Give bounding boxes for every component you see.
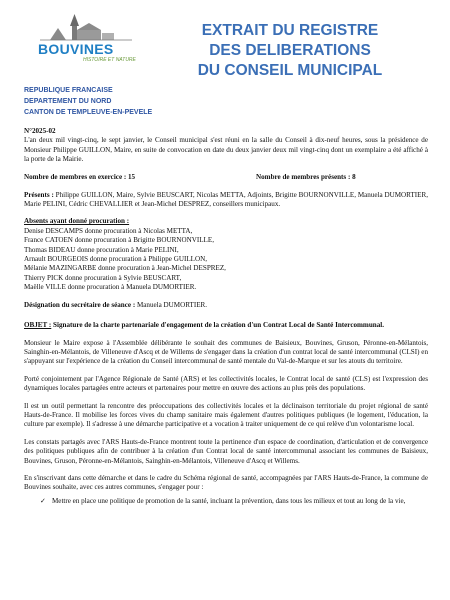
meeting-intro: L'an deux mil vingt-cinq, le sept janvier, le Conseil municipal s'est réuni en la salle du Conseil à dix-neuf heures, sous la présidence de Monsieur Philippe GUILLON, Maire, en suite de convocation en date du deux janvier deux mil vingt-cinq dont un exemplaire a été affiché à la porte de la Mairie. <box>24 136 428 164</box>
member-counts <box>24 173 428 183</box>
deliberation-number: N°2025-02 <box>24 127 56 135</box>
present-label: Présents : <box>24 190 54 199</box>
admin-line-republic: REPUBLIQUE FRANCAISE <box>24 87 113 94</box>
secretary-label: Désignation du secrétaire de séance : <box>24 300 136 309</box>
paragraph: Il est un outil permettant la rencontre des préoccupations des collectivités locales et la déclinaison territoriale du projet régional de santé Hauts-de-France. Il mobilise les forces vives du champ sanitaire mais également d'autres politiques publiques (le logement, l'éducation, la culture par exemple). Il s'adresse à une démarche participative et a vocation à traiter uniquement de ce qui relève d'un volontarisme local. <box>24 401 428 429</box>
title-line: DU CONSEIL MUNICIPAL <box>197 62 383 79</box>
commitment-list <box>24 497 428 506</box>
present-members <box>24 191 428 210</box>
present-list: Philippe GUILLON, Maire, Sylvie BEUSCART, Nicolas METTA, Adjoints, Brigitte BOURNONVILLE, Manuela DUMORTIER, Marie PELINI, Cédric CHEVALLIER et Jean-Michel DESPREZ, conseillers municipaux. <box>24 190 428 209</box>
object-label: OBJET : <box>24 321 52 330</box>
deliberation-body <box>24 127 428 506</box>
list-item <box>42 497 428 506</box>
absent-label: Absents ayant donné procuration : <box>24 217 130 226</box>
paragraph: Les constats partagés avec l'ARS Hauts-de-France montrent toute la pertinence d'un espace de coordination, d'articulation et de convergence des politiques publiques afin de contribuer à la création d'un Contrat local de santé intercommunal associant les communes de Baisieux, Bouvines, Gruson, Péronne-en-Mélantois, Sainghin-en-Mélantois, Villeneuve d'Ascq et Willems. <box>24 437 428 465</box>
bouvines-logo <box>36 14 136 74</box>
logo-tagline: HISTOIRE ET NATURE <box>83 57 136 63</box>
administrative-header <box>24 85 152 118</box>
proxy-item: Thierry PICK donne procuration à Sylvie BEUSCART, <box>24 273 182 282</box>
proxy-item: Arnault BOURGEOIS donne procuration à Philippe GUILLON, <box>24 255 208 264</box>
proxy-item: Maëlle VILLE donne procuration à Manuela DUMORTIER. <box>24 283 197 292</box>
logo-name: BOUVINES <box>38 41 114 57</box>
paragraph: Monsieur le Maire expose à l'Assemblée délibérante le souhait des communes de Baisieux, Bouvines, Gruson, Péronne-en-Mélantois, Sainghin-en-Mélantois, de Villeneuve d'Ascq et de Willems de s'engager dans la création d'un contrat local de santé intercommunal (CLSI) en s'appuyant sur l'expérience de la création du Conseil intercommunal de santé mentale du Val-de-Marque et sur les atouts du territoire. <box>24 338 428 366</box>
members-in-office: Nombre de membres en exercice : 15 <box>24 172 136 181</box>
proxy-item: Thomas BIDEAU donne procuration à Marie PELINI, <box>24 245 179 254</box>
secretary-name: Manuela DUMORTIER. <box>135 300 208 309</box>
paragraph: En s'inscrivant dans cette démarche et dans le cadre du Schéma régional de santé, accompagnées par l'ARS Hauts-de-France, la commune de Bouvines souhaite, avec ces autres communes, s'engager pour : <box>24 473 428 492</box>
members-present: Nombre de membres présents : 8 <box>256 172 356 181</box>
object-text: Signature de la charte partenariale d'engagement de la création d'un Contrat Local de Santé Intercommunal. <box>51 321 385 330</box>
title-line: EXTRAIT DU REGISTRE <box>201 22 379 39</box>
list-item-text: Mettre en place une politique de promotion de la santé, incluant la prévention, dans tous les milieux et tout au long de la vie, <box>52 496 406 505</box>
document-title <box>175 21 405 81</box>
paragraph: Porté conjointement par l'Agence Régionale de Santé (ARS) et les collectivités locales, le Contrat local de santé (CLS) est l'expression des dynamiques locales partagées entre acteurs et partenaires pour mettre en œuvre des actions au plus près des populations. <box>24 374 428 393</box>
title-line: DES DELIBERATIONS <box>209 42 371 59</box>
proxy-item: Denise DESCAMPS donne procuration à Nicolas METTA, <box>24 226 193 235</box>
object-heading <box>24 321 428 330</box>
checkmark-icon: ✓ <box>40 496 46 505</box>
proxy-item: Mélanie MAZINGARBE donne procuration à Jean-Michel DESPREZ, <box>24 264 226 273</box>
proxy-item: France CATOEN donne procuration à Brigitte BOURNONVILLE, <box>24 236 214 245</box>
admin-line-department: DEPARTEMENT DU NORD <box>24 98 112 105</box>
admin-line-canton: CANTON DE TEMPLEUVE-EN-PEVELE <box>24 109 153 116</box>
secretary <box>24 301 428 310</box>
